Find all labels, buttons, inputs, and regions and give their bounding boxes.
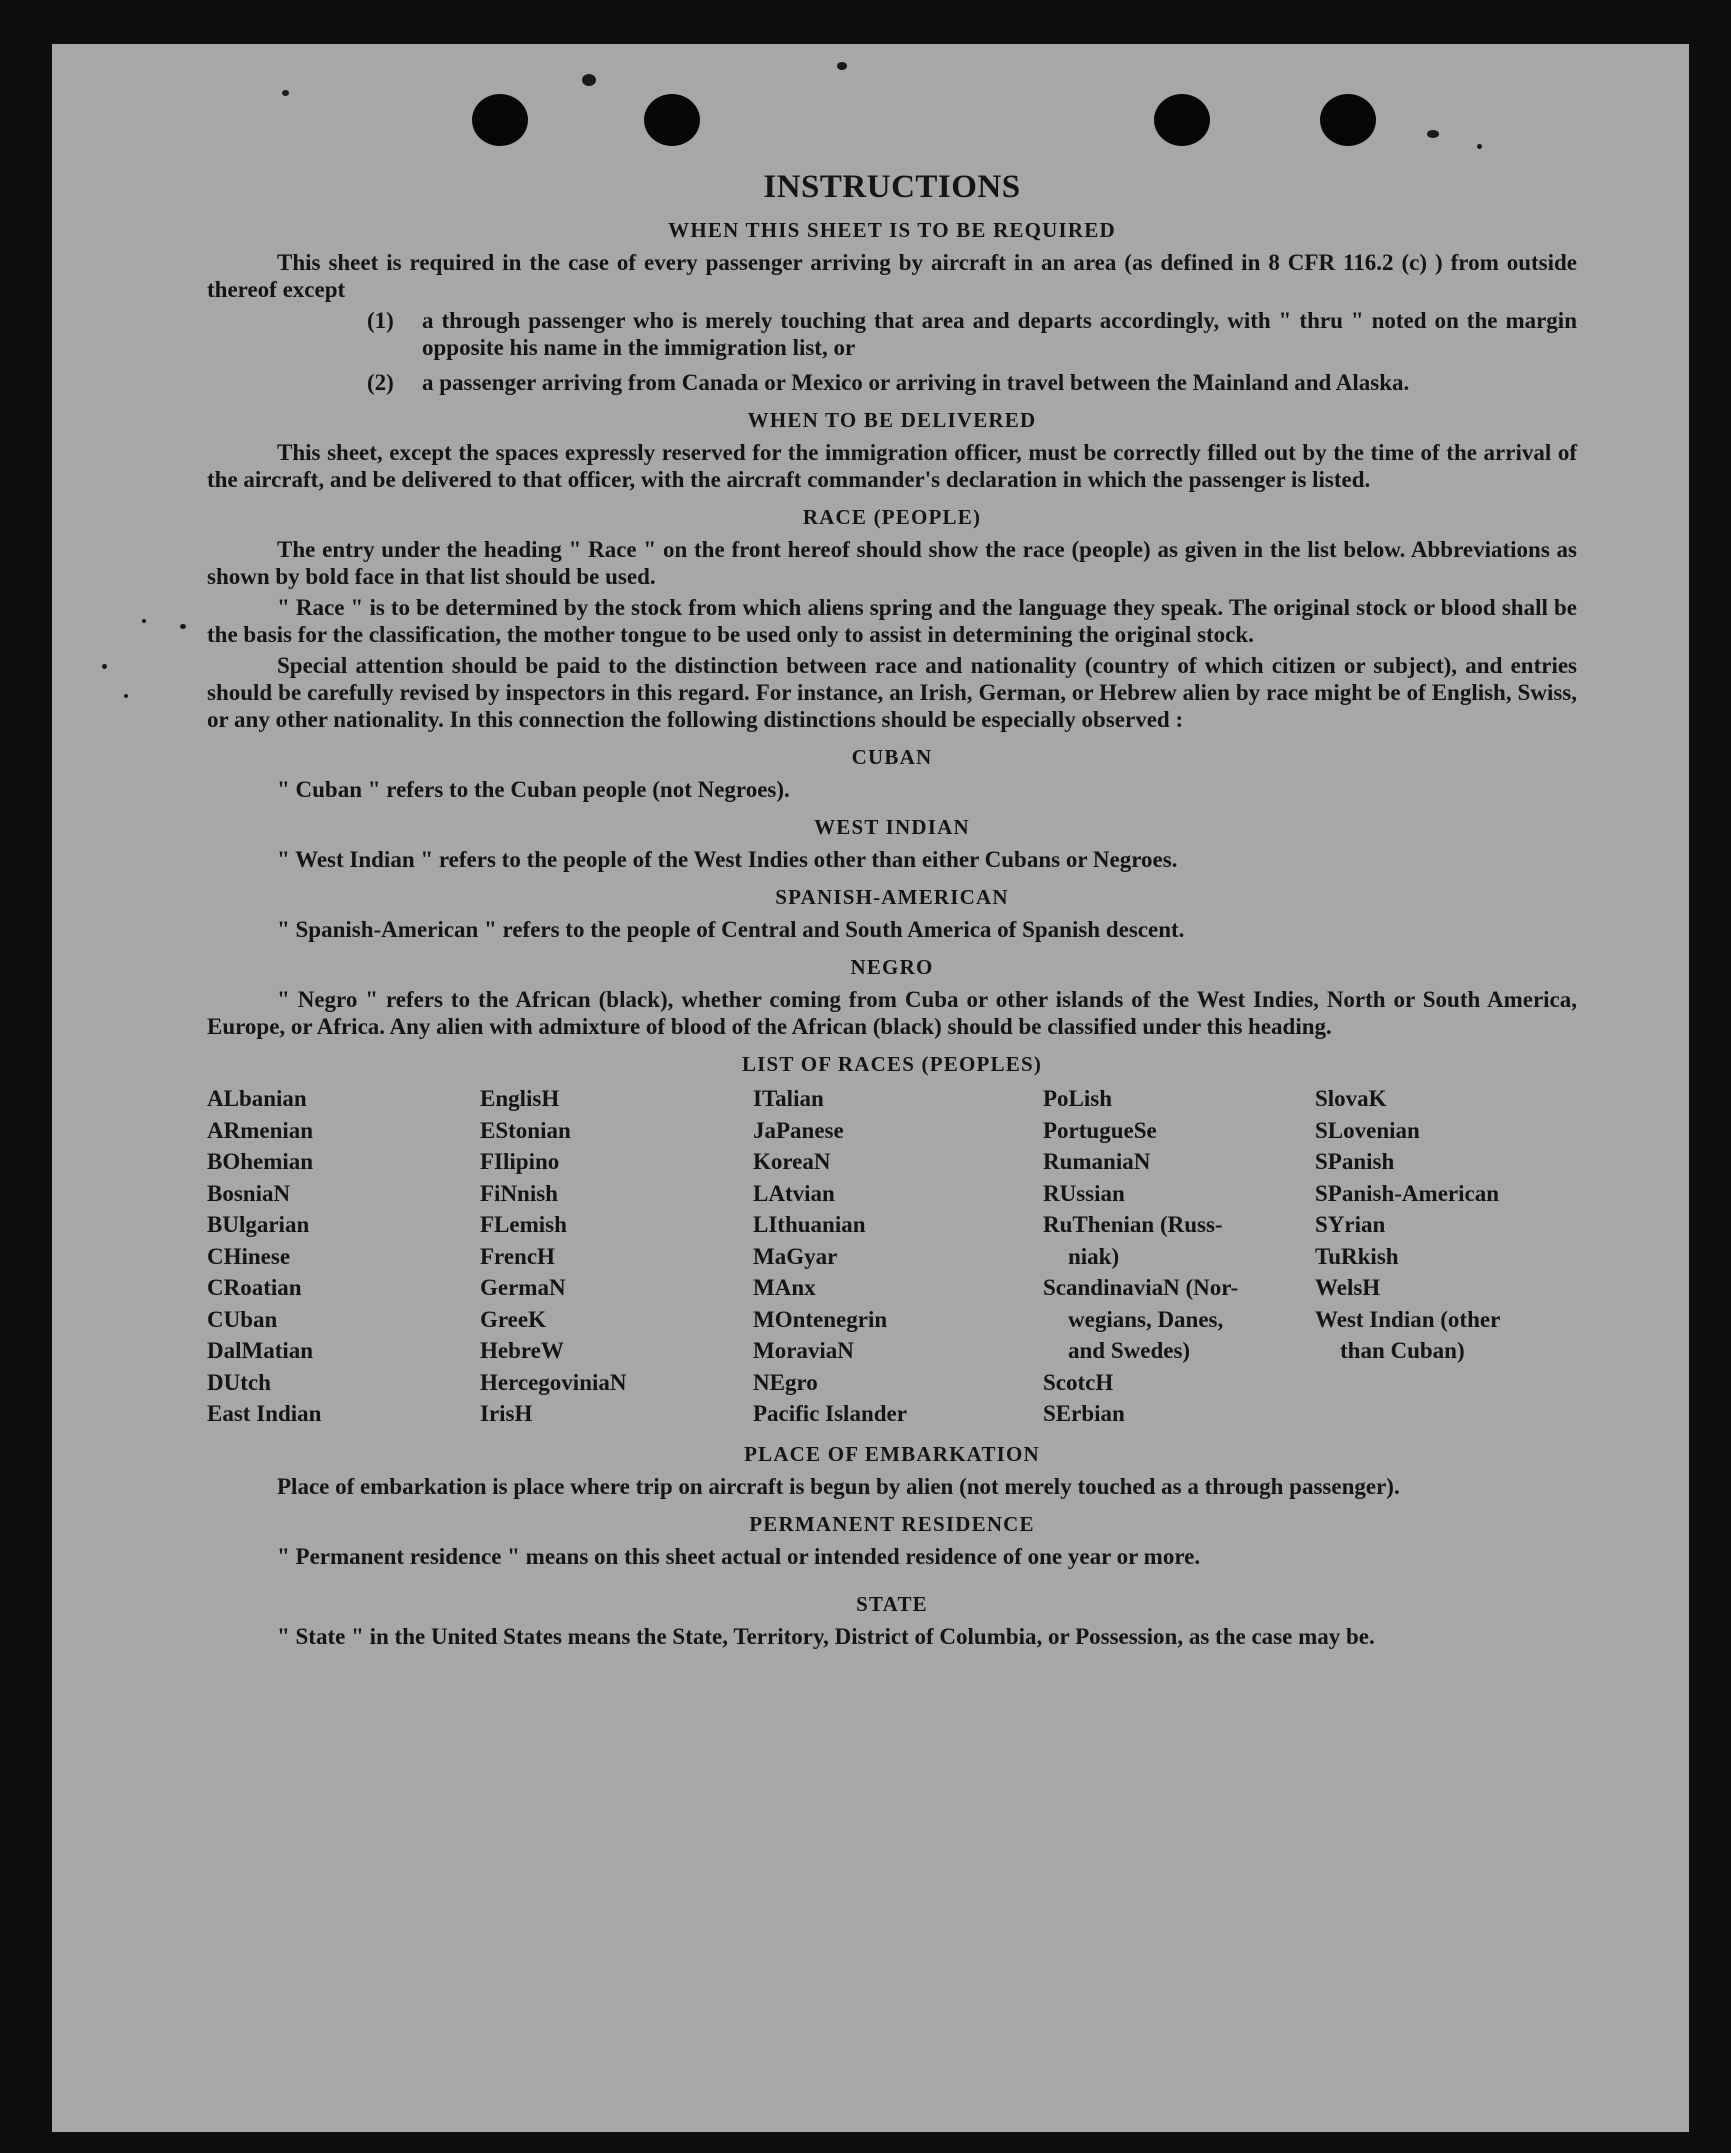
race-name: ARmenian <box>207 1117 314 1143</box>
race-name: SlovaK <box>1315 1086 1387 1111</box>
race-name: BOhemian <box>207 1149 314 1174</box>
punch-hole <box>472 94 528 146</box>
race-name: RumaniaN <box>1043 1149 1151 1174</box>
punch-hole <box>1320 94 1376 146</box>
ink-speck <box>102 664 107 669</box>
race-name: DUtch <box>207 1369 271 1395</box>
race-entry <box>207 1272 480 1304</box>
section-heading-spanish-american: SPANISH-AMERICAN <box>775 885 1009 909</box>
race-entry <box>1315 1115 1577 1147</box>
race-name: MaGyar <box>753 1243 838 1269</box>
race-entry <box>207 1241 480 1273</box>
race-entry <box>753 1272 1043 1304</box>
race-paragraph: " Race " is to be determined by the stock from which aliens spring and the language they speak. The original stock or blood shall be the basis for the classification, the mother tongue to be used only to assist in determining the original stock. <box>207 595 1577 647</box>
race-name: CUban <box>207 1306 278 1332</box>
race-name: FrencH <box>480 1243 555 1269</box>
race-name: DalMatian <box>207 1338 314 1363</box>
race-entry <box>480 1178 753 1210</box>
race-name: SPanish-American <box>1315 1180 1499 1206</box>
section-heading-west-indian: WEST INDIAN <box>814 815 970 839</box>
list-item <box>367 307 1577 361</box>
punch-hole <box>1154 94 1210 146</box>
section-heading-cuban: CUBAN <box>851 745 933 769</box>
cuban-text: " Cuban " refers to the Cuban people (not Negroes). <box>277 777 790 802</box>
race-name: LIthuanian <box>753 1212 866 1237</box>
race-name: MAnx <box>753 1275 816 1300</box>
section-heading-embarkation: PLACE OF EMBARKATION <box>744 1441 1040 1466</box>
race-entry <box>753 1146 1043 1178</box>
race-entry <box>1315 1272 1577 1304</box>
race-entry <box>480 1367 753 1399</box>
race-entry <box>207 1398 480 1430</box>
race-name: East Indian <box>207 1401 322 1426</box>
state-text: " State " in the United States means the State, Territory, District of Columbia, or Possession, as the case may be. <box>277 1623 1375 1649</box>
race-name: SErbian <box>1043 1401 1125 1426</box>
section-heading-delivered: WHEN TO BE DELIVERED <box>747 408 1037 432</box>
races-column <box>1043 1083 1315 1430</box>
race-entry <box>1315 1178 1577 1210</box>
race-entry <box>1315 1083 1577 1115</box>
race-entry <box>1043 1146 1315 1178</box>
race-name: PortugueSe <box>1043 1117 1157 1143</box>
race-entry <box>753 1398 1043 1430</box>
list-item <box>367 369 1577 396</box>
race-name: PoLish <box>1043 1086 1113 1111</box>
race-name-continued: niak) <box>1068 1243 1120 1269</box>
ink-speck <box>837 62 847 70</box>
residence-text: " Permanent residence " means on this sheet actual or intended residence of one year or more. <box>277 1543 1201 1569</box>
races-list <box>207 1083 1577 1430</box>
page-title: INSTRUCTIONS <box>763 169 1021 205</box>
race-entry <box>753 1209 1043 1241</box>
delivered-text: This sheet, except the spaces expressly reserved for the immigration officer, must be correctly filled out by the time of the arrival of the aircraft, and be delivered to that officer, with the aircraft commander's declaration in which the passenger is listed. <box>207 440 1577 492</box>
race-entry <box>207 1367 480 1399</box>
race-name: JaPanese <box>753 1117 844 1143</box>
race-entry <box>207 1304 480 1336</box>
ink-speck <box>1427 130 1439 138</box>
race-name: West Indian (other <box>1315 1306 1501 1332</box>
race-entry <box>207 1083 480 1115</box>
race-name: CRoatian <box>207 1275 302 1300</box>
race-name: EStonian <box>480 1117 571 1143</box>
item-number: (1) <box>367 308 394 333</box>
race-name: GermaN <box>480 1275 566 1300</box>
race-name: FLemish <box>480 1212 567 1237</box>
race-entry <box>480 1115 753 1147</box>
ink-speck <box>282 90 289 96</box>
spanish-american-text: " Spanish-American " refers to the people of Central and South America of Spanish descent. <box>277 917 1185 942</box>
west-indian-text: " West Indian " refers to the people of the West Indies other than either Cubans or Negroes. <box>277 847 1178 872</box>
race-name: EnglisH <box>480 1086 560 1111</box>
race-entry <box>480 1335 753 1367</box>
race-name: HebreW <box>480 1338 564 1363</box>
race-entry <box>480 1272 753 1304</box>
race-entry <box>753 1178 1043 1210</box>
race-name: RuThenian (Russ- <box>1043 1212 1223 1237</box>
item-text: a passenger arriving from Canada or Mexico or arriving in travel between the Mainland and Alaska. <box>422 370 1410 395</box>
race-entry <box>480 1241 753 1273</box>
race-name: HercegoviniaN <box>480 1369 627 1395</box>
race-name: WelsH <box>1315 1275 1381 1300</box>
races-column <box>753 1083 1043 1430</box>
race-name: CHinese <box>207 1243 291 1269</box>
race-entry <box>753 1241 1043 1273</box>
race-entry <box>207 1209 480 1241</box>
race-entry <box>1043 1083 1315 1115</box>
negro-text: " Negro " refers to the African (black), whether coming from Cuba or other islands of the West Indies, North or South America, Europe, or Africa. Any alien with admixture of blood of the African (black) should be classified under this heading. <box>207 987 1577 1039</box>
item-number: (2) <box>367 370 394 395</box>
race-entry <box>753 1115 1043 1147</box>
race-paragraph: Special attention should be paid to the distinction between race and nationality (country of which citizen or subject), and entries should be carefully revised by inspectors in this regard. For instance, an Irish, German, or Hebrew alien by race might be of English, Swiss, or any other nationality. In this connection the following distinctions should be especially observed : <box>207 653 1577 732</box>
required-intro: This sheet is required in the case of every passenger arriving by aircraft in an area (as defined in 8 CFR 116.2 (c) ) from outside thereof except <box>207 250 1577 302</box>
instructions-content <box>207 169 1577 1654</box>
race-entry <box>480 1398 753 1430</box>
race-entry <box>207 1335 480 1367</box>
ink-speck <box>1477 144 1482 149</box>
race-entry <box>753 1304 1043 1336</box>
race-entry <box>1043 1398 1315 1430</box>
race-name: BosniaN <box>207 1180 291 1206</box>
ink-speck <box>582 74 596 86</box>
race-entry <box>207 1178 480 1210</box>
race-entry <box>480 1083 753 1115</box>
race-entry <box>1043 1178 1315 1210</box>
section-heading-race: RACE (PEOPLE) <box>802 505 982 529</box>
race-entry <box>1043 1272 1315 1367</box>
race-name: TuRkish <box>1315 1243 1399 1269</box>
race-name: RUssian <box>1043 1180 1125 1206</box>
race-name: GreeK <box>480 1306 546 1332</box>
race-name: LAtvian <box>753 1180 835 1206</box>
race-entry <box>1315 1146 1577 1178</box>
race-entry <box>1043 1209 1315 1272</box>
race-name: ALbanian <box>207 1086 307 1111</box>
embarkation-text: Place of embarkation is place where trip on aircraft is begun by alien (not merely touched as a through passenger). <box>277 1473 1400 1499</box>
race-name: NEgro <box>753 1369 818 1395</box>
race-entry <box>1315 1209 1577 1241</box>
race-name: IrisH <box>480 1401 533 1426</box>
race-entry <box>480 1304 753 1336</box>
race-entry <box>1043 1115 1315 1147</box>
document-sheet <box>52 44 1689 2132</box>
race-name: FIlipino <box>480 1149 560 1174</box>
section-heading-negro: NEGRO <box>850 955 934 979</box>
item-text: a through passenger who is merely touching that area and departs accordingly, with " thru " noted on the margin opposite his name in the immigration list, or <box>422 308 1577 360</box>
race-entry <box>753 1367 1043 1399</box>
race-entry <box>207 1146 480 1178</box>
race-name: BUlgarian <box>207 1212 310 1237</box>
race-entry <box>207 1115 480 1147</box>
race-entry <box>480 1146 753 1178</box>
section-heading-residence: PERMANENT RESIDENCE <box>749 1511 1035 1536</box>
race-entry <box>1043 1367 1315 1399</box>
race-name: SLovenian <box>1315 1117 1420 1143</box>
ink-speck <box>180 624 186 629</box>
races-column <box>1315 1083 1577 1430</box>
race-entry <box>753 1335 1043 1367</box>
section-heading-required: WHEN THIS SHEET IS TO BE REQUIRED <box>668 218 1116 242</box>
race-entry <box>753 1083 1043 1115</box>
section-heading-races-list: LIST OF RACES (PEOPLES) <box>741 1052 1043 1076</box>
race-name-continued: wegians, Danes, <box>1068 1306 1224 1332</box>
race-name: ScotcH <box>1043 1369 1114 1395</box>
race-name: FiNnish <box>480 1180 558 1206</box>
races-column <box>207 1083 480 1430</box>
race-name: MOntenegrin <box>753 1306 888 1332</box>
race-name: SYrian <box>1315 1212 1386 1237</box>
race-name: MoraviaN <box>753 1338 854 1363</box>
ink-speck <box>142 619 146 623</box>
race-name: Pacific Islander <box>753 1401 907 1426</box>
race-name: KoreaN <box>753 1149 831 1174</box>
race-name-continued: than Cuban) <box>1340 1338 1465 1363</box>
races-column <box>480 1083 753 1430</box>
race-entry <box>1315 1304 1577 1367</box>
race-name: ScandinaviaN (Nor- <box>1043 1275 1239 1300</box>
race-paragraph: The entry under the heading " Race " on the front hereof should show the race (people) as given in the list below. Abbreviations as shown by bold face in that list should be used. <box>207 537 1577 589</box>
race-entry <box>1315 1241 1577 1273</box>
race-name: ITalian <box>753 1086 824 1111</box>
race-name: SPanish <box>1315 1149 1395 1174</box>
ink-speck <box>124 694 128 698</box>
race-entry <box>480 1209 753 1241</box>
race-name-continued: and Swedes) <box>1068 1338 1191 1363</box>
punch-hole <box>644 94 700 146</box>
section-heading-state: STATE <box>856 1591 928 1616</box>
